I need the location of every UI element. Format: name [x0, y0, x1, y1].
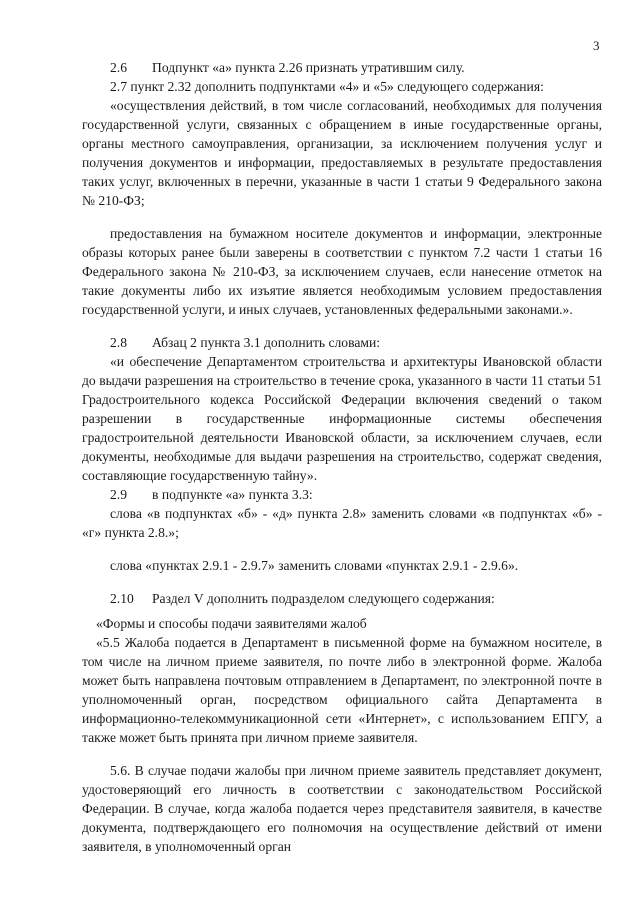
paragraph-5-6: [82, 761, 602, 856]
paragraph-text: 5.6. В случае подачи жалобы при личном приеме заявитель представляет документ, удостоверяющий его личность в соответствии с законодательством Российской Федерации. В случае, когда жалоба подается через представителя заявителя, в качестве документа, подтверждающего его полномочия на осуществление действий от имени заявителя, в уполномоченный орган: [82, 763, 602, 854]
paragraph-number: 2.8: [110, 335, 127, 350]
paragraph-text: слова «в подпунктах «б» - «д» пункта 2.8» заменить словами «в подпунктах «б» - «г» пункта 2.8.»;: [82, 506, 602, 540]
page-number: 3: [593, 38, 600, 53]
paragraph-2-7-sub4: [82, 96, 602, 210]
paragraph-number: 2.6: [110, 60, 127, 75]
paragraph-text: «Формы и способы подачи заявителями жалоб: [96, 616, 367, 631]
paragraph-number: 2.9: [110, 487, 127, 502]
paragraph-2-7-sub5: [82, 224, 602, 319]
subsection-title: [82, 614, 602, 633]
paragraph-2-8: [82, 333, 602, 352]
paragraph-2-9: [82, 485, 602, 504]
paragraph-text: «5.5 Жалоба подается в Департамент в письменной форме на бумажном носителе, в том числе на личном приеме заявителя, по почте либо в электронной форме. Жалоба может быть направлена почтовым отправлением в Департамент, по электронной почте в уполномоченный орган, посредством официального сайта Департамента в информационно-телекоммуникационной сети «Интернет», с использованием ЕПГУ, а также может быть принята при личном приеме заявителя.: [82, 635, 602, 745]
paragraph-2-9-b: [82, 556, 602, 575]
paragraph-text: Подпункт «а» пункта 2.26 признать утратившим силу.: [152, 60, 465, 75]
paragraph-text: 2.7 пункт 2.32 дополнить подпунктами «4» и «5» следующего содержания:: [110, 79, 544, 94]
paragraph-2-10: [82, 589, 602, 608]
document-body: [82, 58, 602, 856]
paragraph-2-6: [82, 58, 602, 77]
paragraph-text: предоставления на бумажном носителе документов и информации, электронные образы которых ранее были заверены в соответствии с пунктом 7.2 части 1 статьи 16 Федерального закона № 210-ФЗ, за исключением случаев, если нанесение отметок на такие документы либо их изъятие является необходимым условием предоставления государственной услуги, и иных случаев, установленных федеральными законами.».: [82, 226, 602, 317]
paragraph-text: слова «пунктах 2.9.1 - 2.9.7» заменить словами «пунктах 2.9.1 - 2.9.6».: [110, 558, 519, 573]
paragraph-text: Раздел V дополнить подразделом следующего содержания:: [152, 591, 495, 606]
paragraph-text: в подпункте «а» пункта 3.3:: [152, 487, 313, 502]
paragraph-text: «осуществления действий, в том числе согласований, необходимых для получения государственной услуги, связанных с обращением в иные государственные органы, органы местного самоуправления, организации, за исключением получения услуг и получения документов и информации, предоставляемых в результате предоставления таких услуг, включенных в перечни, указанные в части 1 статьи 9 Федерального закона № 210-ФЗ;: [82, 98, 602, 208]
paragraph-5-5: [82, 633, 602, 747]
paragraph-number: 2.10: [110, 591, 134, 606]
paragraph-2-9-a: [82, 504, 602, 542]
paragraph-text: «и обеспечение Департаментом строительства и архитектуры Ивановской области до выдачи разрешения на строительство в течение срока, указанного в части 11 статьи 51 Градостроительного кодекса Российской Федерации включения сведений о таком разрешении в государственные информационные системы обеспечения градостроительной деятельности Ивановской области, за исключением случаев, если документы, необходимые для выдачи разрешения на строительство, содержат сведения, составляющие государственную тайну».: [82, 354, 602, 483]
paragraph-text: Абзац 2 пункта 3.1 дополнить словами:: [152, 335, 381, 350]
paragraph-2-7: [82, 77, 602, 96]
paragraph-2-8-text: [82, 352, 602, 485]
